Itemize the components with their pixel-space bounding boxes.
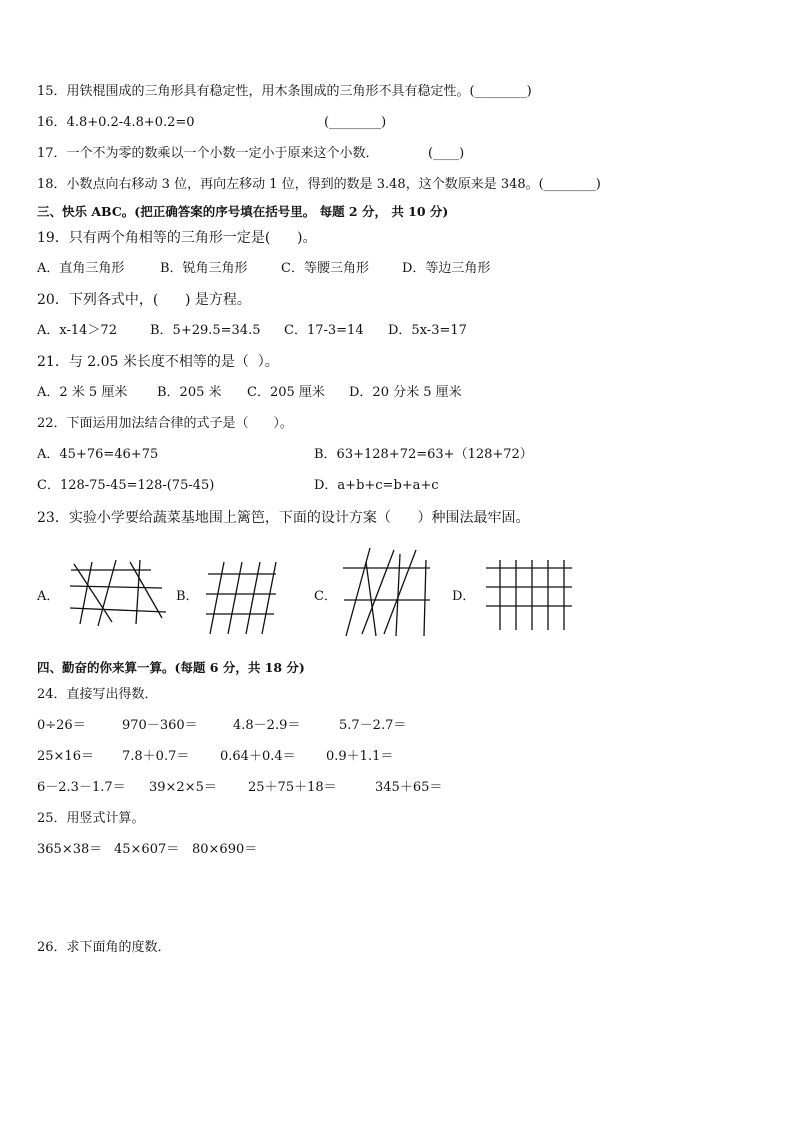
question-17: 17．一个不为零的数乘以一个小数一定小于原来这个小数． — [37, 146, 379, 161]
q20-option-b: B．5+29.5=34.5 — [150, 323, 261, 338]
q21-option-c: C．205 厘米 — [247, 385, 325, 400]
question-15: 15．用铁棍围成的三角形具有稳定性，用木条围成的三角形不具有稳定性。(________) — [37, 84, 532, 99]
calc-item: 25×16＝ — [37, 749, 94, 764]
q20-option-c: C．17-3=14 — [284, 323, 364, 338]
calc-item: 6－2.3－1.7＝ — [37, 780, 126, 795]
q23-label-d: D． — [452, 589, 476, 604]
q22-option-b: B．63+128+72=63+（128+72） — [314, 447, 533, 462]
q22-option-a: A．45+76=46+75 — [37, 447, 159, 462]
calc-item: 0.64＋0.4＝ — [220, 749, 296, 764]
question-20: 20．下列各式中，( ) 是方程。 — [37, 292, 251, 308]
calc-item: 4.8－2.9＝ — [233, 718, 301, 733]
q19-option-b: B．锐角三角形 — [160, 261, 248, 276]
q23-label-b: B． — [176, 589, 199, 604]
question-26: 26．求下面角的度数． — [37, 940, 171, 955]
section-3-heading: 三、快乐 ABC。(把正确答案的序号填在括号里。 每题 2 分， 共 10 分) — [37, 204, 449, 219]
q21-option-d: D．20 分米 5 厘米 — [349, 385, 462, 400]
q22-option-d: D．a+b+c=b+a+c — [314, 478, 439, 493]
question-22: 22．下面运用加法结合律的式子是（ ）。 — [37, 416, 293, 431]
vertical-calc-item: 45×607＝ — [114, 842, 180, 857]
calc-item: 25＋75＋18＝ — [248, 780, 337, 795]
calc-item: 39×2×5＝ — [149, 780, 217, 795]
q19-option-d: D．等边三角形 — [402, 261, 491, 276]
calc-item: 345＋65＝ — [375, 780, 443, 795]
question-25: 25．用竖式计算。 — [37, 811, 145, 826]
q23-label-a: A． — [37, 589, 60, 604]
question-24: 24．直接写出得数． — [37, 687, 158, 702]
q21-option-a: A．2 米 5 厘米 — [37, 385, 128, 400]
answer-blank-17: (____) — [428, 146, 465, 161]
question-19: 19．只有两个角相等的三角形一定是( )。 — [37, 230, 317, 246]
question-21: 21．与 2.05 米长度不相等的是（ ）。 — [37, 354, 279, 370]
calc-item: 7.8＋0.7＝ — [122, 749, 190, 764]
q23-label-c: C． — [314, 589, 337, 604]
q21-option-b: B．205 米 — [157, 385, 222, 400]
fence-design-b — [204, 560, 280, 636]
vertical-calc-item: 80×690＝ — [192, 842, 258, 857]
calc-item: 5.7－2.7＝ — [339, 718, 407, 733]
question-16: 16．4.8+0.2-4.8+0.2=0 — [37, 115, 195, 130]
q22-option-c: C．128-75-45=128-(75-45) — [37, 478, 215, 493]
vertical-calc-item: 365×38＝ — [37, 842, 103, 857]
q20-option-a: A．x-14＞72 — [37, 323, 117, 338]
section-4-heading: 四、勤奋的你来算一算。(每题 6 分，共 18 分) — [37, 660, 305, 675]
fence-design-d — [484, 558, 574, 632]
fence-design-c — [340, 546, 432, 640]
calc-item: 0.9＋1.1＝ — [326, 749, 394, 764]
question-23: 23．实验小学要给蔬菜基地围上篱笆，下面的设计方案（ ）种围法最牢固。 — [37, 510, 530, 526]
q19-option-c: C．等腰三角形 — [281, 261, 369, 276]
fence-design-a — [66, 558, 170, 628]
q20-option-d: D．5x-3=17 — [388, 323, 467, 338]
answer-blank-16: (________) — [324, 115, 387, 130]
calc-item: 0÷26＝ — [37, 718, 86, 733]
calc-item: 970－360＝ — [122, 718, 198, 733]
question-18: 18．小数点向右移动 3 位，再向左移动 1 位，得到的数是 3.48，这个数原来是 348。(________) — [37, 177, 601, 192]
q19-option-a: A．直角三角形 — [37, 261, 125, 276]
